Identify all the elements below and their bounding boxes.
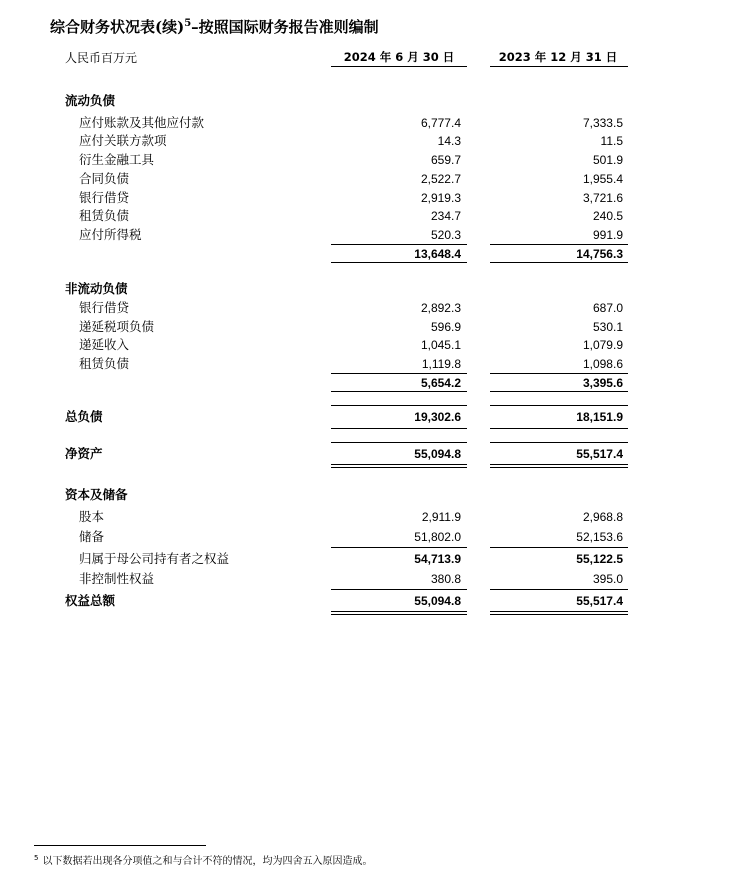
value-2023: 2,968.8 — [582, 510, 623, 524]
subtotal-row — [0, 374, 731, 392]
table-row — [0, 207, 731, 225]
subtotal-rule — [490, 391, 628, 392]
value-2023: 530.1 — [592, 320, 623, 334]
net-assets-rule — [490, 442, 628, 443]
total-rule — [490, 405, 628, 406]
value-2024: 2,892.3 — [420, 301, 461, 315]
table-row — [0, 508, 731, 526]
table-row — [0, 114, 731, 132]
value-2023: 3,721.6 — [582, 191, 623, 205]
value-2024: 14.3 — [437, 134, 461, 148]
value-2023: 991.9 — [592, 228, 623, 242]
table-row — [0, 528, 731, 546]
value-2024: 2,911.9 — [421, 510, 461, 524]
footnote-rule — [34, 845, 206, 846]
value-2023: 501.9 — [592, 153, 623, 167]
row-label: 银行借贷 — [79, 190, 130, 205]
section-heading: 资本及储备 — [65, 487, 128, 502]
value-2023: 55,517.4 — [576, 447, 623, 461]
table-row — [0, 151, 731, 169]
subtotal-rule — [490, 262, 628, 263]
value-2023: 11.5 — [600, 134, 623, 148]
table-row — [0, 132, 731, 150]
value-2024: 234.7 — [430, 209, 461, 223]
value-2023: 18,151.9 — [576, 410, 623, 424]
subtotal-2023: 3,395.6 — [582, 376, 623, 390]
row-label: 租赁负债 — [79, 356, 130, 371]
total-equity-row — [0, 592, 731, 610]
subtotal-rule — [490, 547, 628, 548]
table-row — [0, 299, 731, 317]
value-2024: 2,522.7 — [420, 172, 461, 186]
section-heading: 流动负债 — [65, 93, 116, 108]
page-title: 综合财务状况表(续)$^5$–按照国际财务报告准则编制 — [50, 18, 379, 36]
value-2024: 380.8 — [430, 572, 461, 586]
value-2024: 51,802.0 — [414, 530, 461, 544]
row-label: 租赁负债 — [79, 208, 130, 223]
value-2023: 7,333.5 — [582, 116, 623, 130]
net-assets-row — [0, 445, 731, 463]
table-row — [0, 226, 731, 244]
value-2023: 1,098.6 — [582, 357, 623, 371]
row-label: 净资产 — [65, 446, 103, 461]
value-2023: 55,517.4 — [576, 594, 623, 608]
row-label: 归属于母公司持有者之权益 — [79, 551, 230, 566]
value-2024: 6,777.4 — [420, 116, 461, 130]
row-label: 递延税项负债 — [79, 319, 155, 334]
total-rule — [331, 589, 467, 590]
value-2023: 55,122.5 — [576, 552, 623, 566]
double-rule — [490, 614, 628, 615]
column-header-2024: 2024 年 6 月 30 日 — [343, 50, 455, 64]
value-2024: 596.9 — [430, 320, 461, 334]
value-2024: 1,045.1 — [420, 338, 461, 352]
unit-label: 人民币百万元 — [65, 51, 138, 65]
table-row — [0, 170, 731, 188]
table-row — [0, 336, 731, 354]
row-label: 衍生金融工具 — [79, 152, 155, 167]
total-rule — [331, 428, 467, 429]
row-label: 应付所得税 — [79, 227, 142, 242]
value-2024: 55,094.8 — [414, 594, 461, 608]
value-2024: 55,094.8 — [414, 447, 461, 461]
row-label: 应付关联方款项 — [79, 133, 167, 148]
row-label: 储备 — [79, 529, 105, 544]
section-heading-row — [0, 280, 731, 298]
double-rule — [331, 614, 467, 615]
subtotal-rule — [331, 391, 467, 392]
row-label: 权益总额 — [65, 593, 116, 608]
value-2023: 240.5 — [592, 209, 623, 223]
subtotal-rule — [331, 547, 467, 548]
net-assets-rule — [331, 442, 467, 443]
row-label: 非控制性权益 — [79, 571, 155, 586]
value-2023: 52,153.6 — [576, 530, 623, 544]
total-rule — [331, 405, 467, 406]
row-label: 递延收入 — [79, 337, 130, 352]
subtotal-rule — [331, 262, 467, 263]
value-2023: 1,955.4 — [582, 172, 623, 186]
value-2024: 54,713.9 — [414, 552, 461, 566]
table-row — [0, 318, 731, 336]
row-label: 银行借贷 — [79, 300, 130, 315]
table-row — [0, 570, 731, 588]
double-rule — [331, 464, 467, 465]
header-rule — [490, 66, 628, 67]
value-2024: 520.3 — [430, 228, 461, 242]
row-label: 合同负债 — [79, 171, 130, 186]
value-2023: 395.0 — [592, 572, 623, 586]
row-label: 总负债 — [65, 409, 103, 424]
double-rule — [331, 611, 467, 612]
section-heading-row — [0, 92, 731, 110]
value-2024: 2,919.3 — [420, 191, 461, 205]
value-2024: 1,119.8 — [421, 357, 461, 371]
row-label: 应付账款及其他应付款 — [79, 115, 205, 130]
value-2023: 1,079.9 — [582, 338, 623, 352]
row-label: 股本 — [79, 509, 105, 524]
table-row — [0, 355, 731, 373]
section-heading-row — [0, 486, 731, 504]
value-2024: 659.7 — [430, 153, 461, 167]
value-2023: 687.0 — [592, 301, 623, 315]
header-rule — [331, 66, 467, 67]
value-2024: 19,302.6 — [414, 410, 461, 424]
total-rule — [490, 589, 628, 590]
section-heading: 非流动负债 — [65, 281, 128, 296]
table-row — [0, 189, 731, 207]
subtotal-2024: 5,654.2 — [420, 376, 461, 390]
total-liabilities-row — [0, 408, 731, 426]
double-rule — [490, 611, 628, 612]
double-rule — [331, 467, 467, 468]
column-header-2023: 2023 年 12 月 31 日 — [498, 50, 618, 64]
total-rule — [490, 428, 628, 429]
subtotal-2024: 13,648.4 — [414, 247, 461, 261]
double-rule — [490, 464, 628, 465]
subtotal-2023: 14,756.3 — [576, 247, 623, 261]
footnote: $^5$ 以下数据若出现各分项值之和与合计不符的情况，均为四舍五入原因造成。 — [34, 854, 373, 867]
double-rule — [490, 467, 628, 468]
subtotal-row — [0, 245, 731, 263]
table-row — [0, 550, 731, 568]
